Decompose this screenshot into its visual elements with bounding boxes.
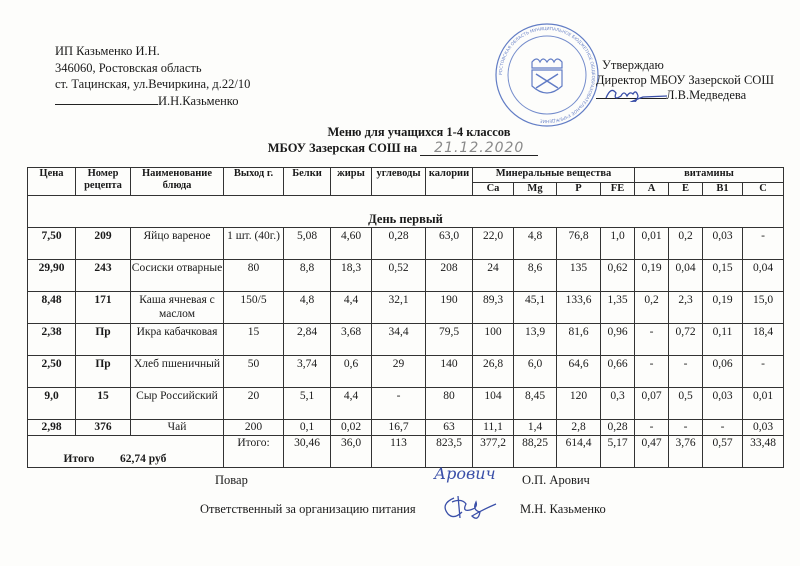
cell-output: 200 xyxy=(224,420,284,436)
total-sum-label: Итого: xyxy=(224,436,284,468)
total-row xyxy=(28,436,784,468)
table-row xyxy=(28,292,784,324)
total-price: 62,74 руб xyxy=(120,453,167,465)
header-minerals: Минеральные вещества xyxy=(473,168,635,183)
cell-carbs: 16,7 xyxy=(372,420,426,436)
cell-carbs: 0,28 xyxy=(372,228,426,260)
total-label: Итого xyxy=(63,453,95,465)
cell-fe: 1,0 xyxy=(601,228,635,260)
cell-carbs: 32,1 xyxy=(372,292,426,324)
cell-carbs: 0,52 xyxy=(372,260,426,292)
table-row xyxy=(28,260,784,292)
cell-p: 133,6 xyxy=(557,292,601,324)
cell-e: 2,3 xyxy=(669,292,703,324)
cell-mg: 4,8 xyxy=(514,228,557,260)
cell-fe: 0,3 xyxy=(601,388,635,420)
supplier-signature-row xyxy=(55,93,250,110)
cook-signature xyxy=(432,462,512,486)
total-protein: 30,46 xyxy=(284,436,331,468)
cell-c: - xyxy=(743,356,784,388)
day-label: День первый xyxy=(28,196,784,228)
cell-a: 0,2 xyxy=(635,292,669,324)
cell-a: - xyxy=(635,324,669,356)
coat-of-arms-icon xyxy=(532,59,562,93)
supplier-address: ст. Тацинская, ул.Вечиркина, д.22/10 xyxy=(55,77,251,91)
cell-p: 64,6 xyxy=(557,356,601,388)
cell-recipe: Пр xyxy=(76,356,131,388)
approval-signer: Л.В.Медведева xyxy=(666,88,747,102)
header-carbs: углеводы xyxy=(372,168,426,196)
cell-price: 9,0 xyxy=(28,388,76,420)
cell-e: 0,5 xyxy=(669,388,703,420)
cell-fat: 3,68 xyxy=(331,324,372,356)
table-row xyxy=(28,356,784,388)
cell-dish: Икра кабачковая xyxy=(131,324,224,356)
cell-recipe: 376 xyxy=(76,420,131,436)
cell-fe: 0,96 xyxy=(601,324,635,356)
total-c: 33,48 xyxy=(743,436,784,468)
cell-output: 15 xyxy=(224,324,284,356)
cell-carbs: 29 xyxy=(372,356,426,388)
header-b1: B1 xyxy=(703,183,743,196)
header-c: C xyxy=(743,183,784,196)
cell-c: 0,03 xyxy=(743,420,784,436)
header-fat: жиры xyxy=(331,168,372,196)
total-carbs: 113 xyxy=(372,436,426,468)
header-mg: Mg xyxy=(514,183,557,196)
director-signature xyxy=(604,84,670,102)
cell-fe: 0,66 xyxy=(601,356,635,388)
cell-calories: 63 xyxy=(426,420,473,436)
header-dish: Наименование блюда xyxy=(131,168,224,196)
cell-mg: 13,9 xyxy=(514,324,557,356)
total-calories: 823,5 xyxy=(426,436,473,468)
cell-e: 0,04 xyxy=(669,260,703,292)
table-row xyxy=(28,420,784,436)
cell-carbs: 34,4 xyxy=(372,324,426,356)
cell-protein: 2,84 xyxy=(284,324,331,356)
cell-carbs: - xyxy=(372,388,426,420)
cook-name: О.П. Арович xyxy=(522,473,590,487)
cell-fat: 4,60 xyxy=(331,228,372,260)
total-price-cell xyxy=(28,436,224,468)
cell-c: 18,4 xyxy=(743,324,784,356)
cell-a: - xyxy=(635,356,669,388)
supplier-signer: И.Н.Казьменко xyxy=(158,93,239,108)
cell-calories: 80 xyxy=(426,388,473,420)
cell-b1: 0,03 xyxy=(703,388,743,420)
cell-dish: Сыр Российский xyxy=(131,388,224,420)
cell-p: 135 xyxy=(557,260,601,292)
cell-ca: 100 xyxy=(473,324,514,356)
cell-ca: 104 xyxy=(473,388,514,420)
cell-b1: 0,06 xyxy=(703,356,743,388)
table-row xyxy=(28,388,784,420)
cell-b1: 0,15 xyxy=(703,260,743,292)
cell-output: 20 xyxy=(224,388,284,420)
cell-ca: 26,8 xyxy=(473,356,514,388)
cell-fat: 18,3 xyxy=(331,260,372,292)
cell-b1: 0,11 xyxy=(703,324,743,356)
total-p: 614,4 xyxy=(557,436,601,468)
cell-e: 0,72 xyxy=(669,324,703,356)
cell-output: 80 xyxy=(224,260,284,292)
cell-output: 150/5 xyxy=(224,292,284,324)
cell-protein: 0,1 xyxy=(284,420,331,436)
cell-price: 2,50 xyxy=(28,356,76,388)
official-stamp xyxy=(494,22,600,128)
menu-title: Меню для учащихся 1-4 классов xyxy=(327,125,511,139)
cell-protein: 3,74 xyxy=(284,356,331,388)
cell-ca: 89,3 xyxy=(473,292,514,324)
cell-b1: - xyxy=(703,420,743,436)
stamp-text: РОСТОВСКАЯ ОБЛАСТЬ МУНИЦИПАЛЬНОЕ БЮДЖЕТНОЕ ОБЩЕОБРАЗОВАТЕЛЬНОЕ УЧРЕЖДЕНИЕ xyxy=(498,26,596,124)
cell-mg: 8,45 xyxy=(514,388,557,420)
total-fat: 36,0 xyxy=(331,436,372,468)
cell-calories: 79,5 xyxy=(426,324,473,356)
cook-signature-text: Арович xyxy=(434,464,496,483)
total-mg: 88,25 xyxy=(514,436,557,468)
cell-ca: 22,0 xyxy=(473,228,514,260)
cell-fat: 0,02 xyxy=(331,420,372,436)
cell-protein: 4,8 xyxy=(284,292,331,324)
cell-a: 0,07 xyxy=(635,388,669,420)
cell-calories: 190 xyxy=(426,292,473,324)
approval-word: Утверждаю xyxy=(602,58,664,72)
supplier-region: 346060, Ростовская область xyxy=(55,60,202,75)
cell-p: 81,6 xyxy=(557,324,601,356)
total-e: 3,76 xyxy=(669,436,703,468)
cell-protein: 5,1 xyxy=(284,388,331,420)
cell-fe: 1,35 xyxy=(601,292,635,324)
cell-calories: 63,0 xyxy=(426,228,473,260)
cell-fat: 4,4 xyxy=(331,388,372,420)
cell-price: 2,38 xyxy=(28,324,76,356)
cell-fe: 0,62 xyxy=(601,260,635,292)
header-a: A xyxy=(635,183,669,196)
cell-price: 2,98 xyxy=(28,420,76,436)
header-p: P xyxy=(557,183,601,196)
cell-ca: 24 xyxy=(473,260,514,292)
cell-recipe: 15 xyxy=(76,388,131,420)
cell-recipe: 209 xyxy=(76,228,131,260)
menu-date: 21.12.2020 xyxy=(420,141,538,156)
cook-label: Повар xyxy=(215,473,248,487)
cell-dish: Хлеб пшеничный xyxy=(131,356,224,388)
cell-price: 7,50 xyxy=(28,228,76,260)
table-row xyxy=(28,228,784,260)
cell-b1: 0,19 xyxy=(703,292,743,324)
cell-mg: 8,6 xyxy=(514,260,557,292)
cell-c: - xyxy=(743,228,784,260)
cell-p: 2,8 xyxy=(557,420,601,436)
menu-subtitle xyxy=(0,141,800,156)
supplier-block xyxy=(55,43,250,109)
cell-protein: 8,8 xyxy=(284,260,331,292)
supplier-name: ИП Казьменко И.Н. xyxy=(55,44,160,58)
cell-price: 29,90 xyxy=(28,260,76,292)
header-protein: Белки xyxy=(284,168,331,196)
cell-c: 15,0 xyxy=(743,292,784,324)
signature-line xyxy=(55,93,158,105)
cell-mg: 6,0 xyxy=(514,356,557,388)
header-price: Цена xyxy=(28,168,76,196)
header-output: Выход г. xyxy=(224,168,284,196)
menu-table xyxy=(27,167,784,468)
total-b1: 0,57 xyxy=(703,436,743,468)
table-row xyxy=(28,324,784,356)
cell-calories: 140 xyxy=(426,356,473,388)
cell-fat: 4,4 xyxy=(331,292,372,324)
cell-calories: 208 xyxy=(426,260,473,292)
cell-recipe: 171 xyxy=(76,292,131,324)
cell-protein: 5,08 xyxy=(284,228,331,260)
cell-recipe: 243 xyxy=(76,260,131,292)
school-label: МБОУ Зазерская СОШ на xyxy=(267,141,421,155)
header-calories: калории xyxy=(426,168,473,196)
cell-e: - xyxy=(669,356,703,388)
cell-b1: 0,03 xyxy=(703,228,743,260)
cell-fe: 0,28 xyxy=(601,420,635,436)
responsible-label: Ответственный за организацию питания xyxy=(200,502,416,516)
cell-ca: 11,1 xyxy=(473,420,514,436)
cell-recipe: Пр xyxy=(76,324,131,356)
approval-position: Директор МБОУ Зазерской СОШ xyxy=(596,73,774,87)
cell-output: 1 шт. (40г.) xyxy=(224,228,284,260)
cell-mg: 45,1 xyxy=(514,292,557,324)
total-fe: 5,17 xyxy=(601,436,635,468)
cell-dish: Каша ячневая с маслом xyxy=(131,292,224,324)
responsible-name: М.Н. Казьменко xyxy=(520,502,606,516)
header-e: E xyxy=(669,183,703,196)
cell-dish: Яйцо вареное xyxy=(131,228,224,260)
cell-price: 8,48 xyxy=(28,292,76,324)
cell-a: 0,01 xyxy=(635,228,669,260)
total-ca: 377,2 xyxy=(473,436,514,468)
header-ca: Ca xyxy=(473,183,514,196)
cell-output: 50 xyxy=(224,356,284,388)
cell-dish: Чай xyxy=(131,420,224,436)
cell-e: 0,2 xyxy=(669,228,703,260)
cell-p: 120 xyxy=(557,388,601,420)
header-recipe: Номер рецепта xyxy=(76,168,131,196)
cell-e: - xyxy=(669,420,703,436)
cell-dish: Сосиски отварные xyxy=(131,260,224,292)
cell-p: 76,8 xyxy=(557,228,601,260)
header-vitamins: витамины xyxy=(635,168,784,183)
cell-mg: 1,4 xyxy=(514,420,557,436)
header-fe: FE xyxy=(601,183,635,196)
cell-a: 0,19 xyxy=(635,260,669,292)
cell-fat: 0,6 xyxy=(331,356,372,388)
cell-c: 0,04 xyxy=(743,260,784,292)
cell-a: - xyxy=(635,420,669,436)
responsible-signature xyxy=(440,492,512,522)
cell-c: 0,01 xyxy=(743,388,784,420)
total-a: 0,47 xyxy=(635,436,669,468)
